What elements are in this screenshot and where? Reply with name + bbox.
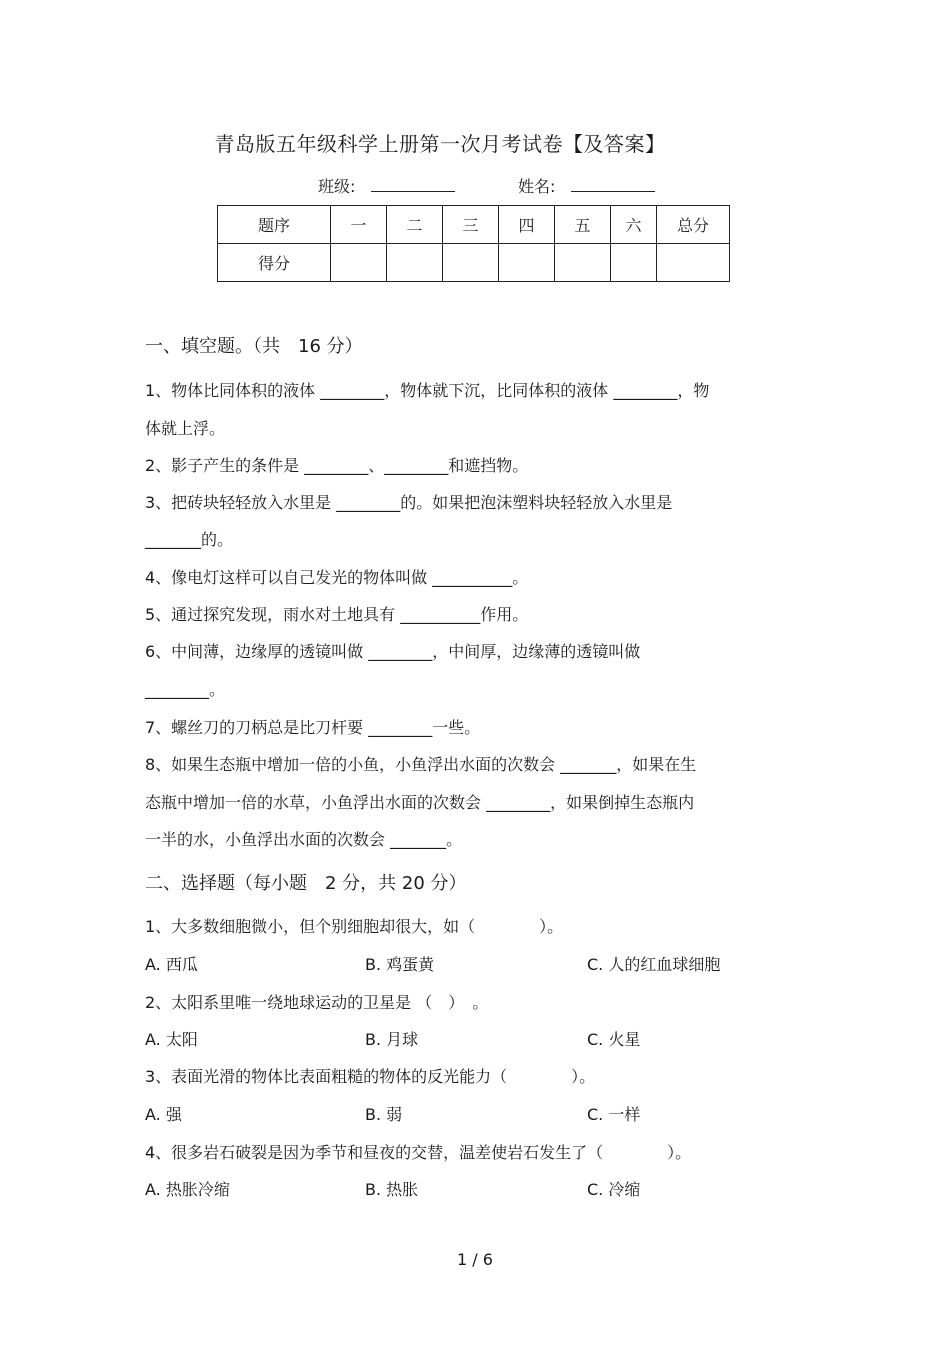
score-cell xyxy=(499,244,555,282)
class-blank xyxy=(371,177,455,192)
question-3-line-2: _______的。 xyxy=(145,530,234,549)
choice-1-option-c: C. 人的红血球细胞 xyxy=(587,955,721,974)
score-header-row xyxy=(218,206,730,244)
score-row-label: 得分 xyxy=(218,244,331,282)
class-field xyxy=(318,174,455,197)
question-8-line-2: 态瓶中增加一倍的水草，小鱼浮出水面的次数会 ________，如果倒掉生态瓶内 xyxy=(145,793,695,812)
choice-1-option-a: A. 西瓜 xyxy=(145,955,198,974)
choice-4-option-c: C. 冷缩 xyxy=(587,1180,641,1199)
score-header-cell: 三 xyxy=(443,206,499,244)
section-2-heading: 二、选择题（每小题 2 分，共 20 分） xyxy=(145,873,467,894)
score-row xyxy=(218,244,730,282)
score-header-cell: 题序 xyxy=(218,206,331,244)
score-table xyxy=(217,205,730,282)
score-cell xyxy=(331,244,387,282)
score-cell xyxy=(657,244,730,282)
question-3-line-1: 3、把砖块轻轻放入水里是 ________的。如果把泡沫塑料块轻轻放入水里是 xyxy=(145,493,673,512)
question-8-line-1: 8、如果生态瓶中增加一倍的小鱼，小鱼浮出水面的次数会 _______，如果在生 xyxy=(145,755,697,774)
choice-2-option-c: C. 火星 xyxy=(587,1030,641,1049)
score-header-cell: 一 xyxy=(331,206,387,244)
choice-question-2: 2、太阳系里唯一绕地球运动的卫星是 （ ） 。 xyxy=(145,993,489,1012)
question-1-line-1: 1、物体比同体积的液体 ________，物体就下沉，比同体积的液体 ________，物 xyxy=(145,381,710,400)
page-number: 1 / 6 xyxy=(457,1250,493,1269)
choice-1-option-b: B. 鸡蛋黄 xyxy=(365,955,435,974)
score-header-cell: 五 xyxy=(555,206,611,244)
score-cell xyxy=(611,244,657,282)
name-field xyxy=(518,174,655,197)
score-cell xyxy=(443,244,499,282)
question-2: 2、影子产生的条件是 ________、________和遮挡物。 xyxy=(145,456,529,475)
choice-question-4: 4、很多岩石破裂是因为季节和昼夜的交替，温差使岩石发生了（ ）。 xyxy=(145,1143,692,1162)
choice-2-option-a: A. 太阳 xyxy=(145,1030,198,1049)
question-6-line-1: 6、中间薄，边缘厚的透镜叫做 ________，中间厚，边缘薄的透镜叫做 xyxy=(145,642,641,661)
score-cell xyxy=(387,244,443,282)
page-title: 青岛版五年级科学上册第一次月考试卷【及答案】 xyxy=(214,132,666,156)
score-cell xyxy=(555,244,611,282)
question-7: 7、螺丝刀的刀柄总是比刀杆要 ________一些。 xyxy=(145,718,481,737)
choice-4-option-a: A. 热胀冷缩 xyxy=(145,1180,230,1199)
question-5: 5、通过探究发现，雨水对土地具有 __________作用。 xyxy=(145,605,529,624)
question-4: 4、像电灯这样可以自己发光的物体叫做 __________。 xyxy=(145,568,529,587)
name-label: 姓名: xyxy=(518,177,556,196)
score-header-cell: 二 xyxy=(387,206,443,244)
question-1-line-2: 体就上浮。 xyxy=(145,419,226,438)
score-header-cell: 六 xyxy=(611,206,657,244)
choice-3-option-a: A. 强 xyxy=(145,1105,182,1124)
choice-question-3: 3、表面光滑的物体比表面粗糙的物体的反光能力（ ）。 xyxy=(145,1067,596,1086)
score-header-cell: 四 xyxy=(499,206,555,244)
choice-3-option-b: B. 弱 xyxy=(365,1105,403,1124)
choice-2-option-b: B. 月球 xyxy=(365,1030,419,1049)
section-1-heading: 一、填空题。（共 16 分） xyxy=(145,336,363,357)
class-label: 班级: xyxy=(318,177,356,196)
question-6-line-2: ________。 xyxy=(145,680,226,699)
choice-question-1: 1、大多数细胞微小，但个别细胞却很大，如（ ）。 xyxy=(145,917,564,936)
score-header-cell: 总分 xyxy=(657,206,730,244)
question-8-line-3: 一半的水，小鱼浮出水面的次数会 _______。 xyxy=(145,830,463,849)
name-blank xyxy=(571,177,655,192)
choice-4-option-b: B. 热胀 xyxy=(365,1180,419,1199)
choice-3-option-c: C. 一样 xyxy=(587,1105,641,1124)
